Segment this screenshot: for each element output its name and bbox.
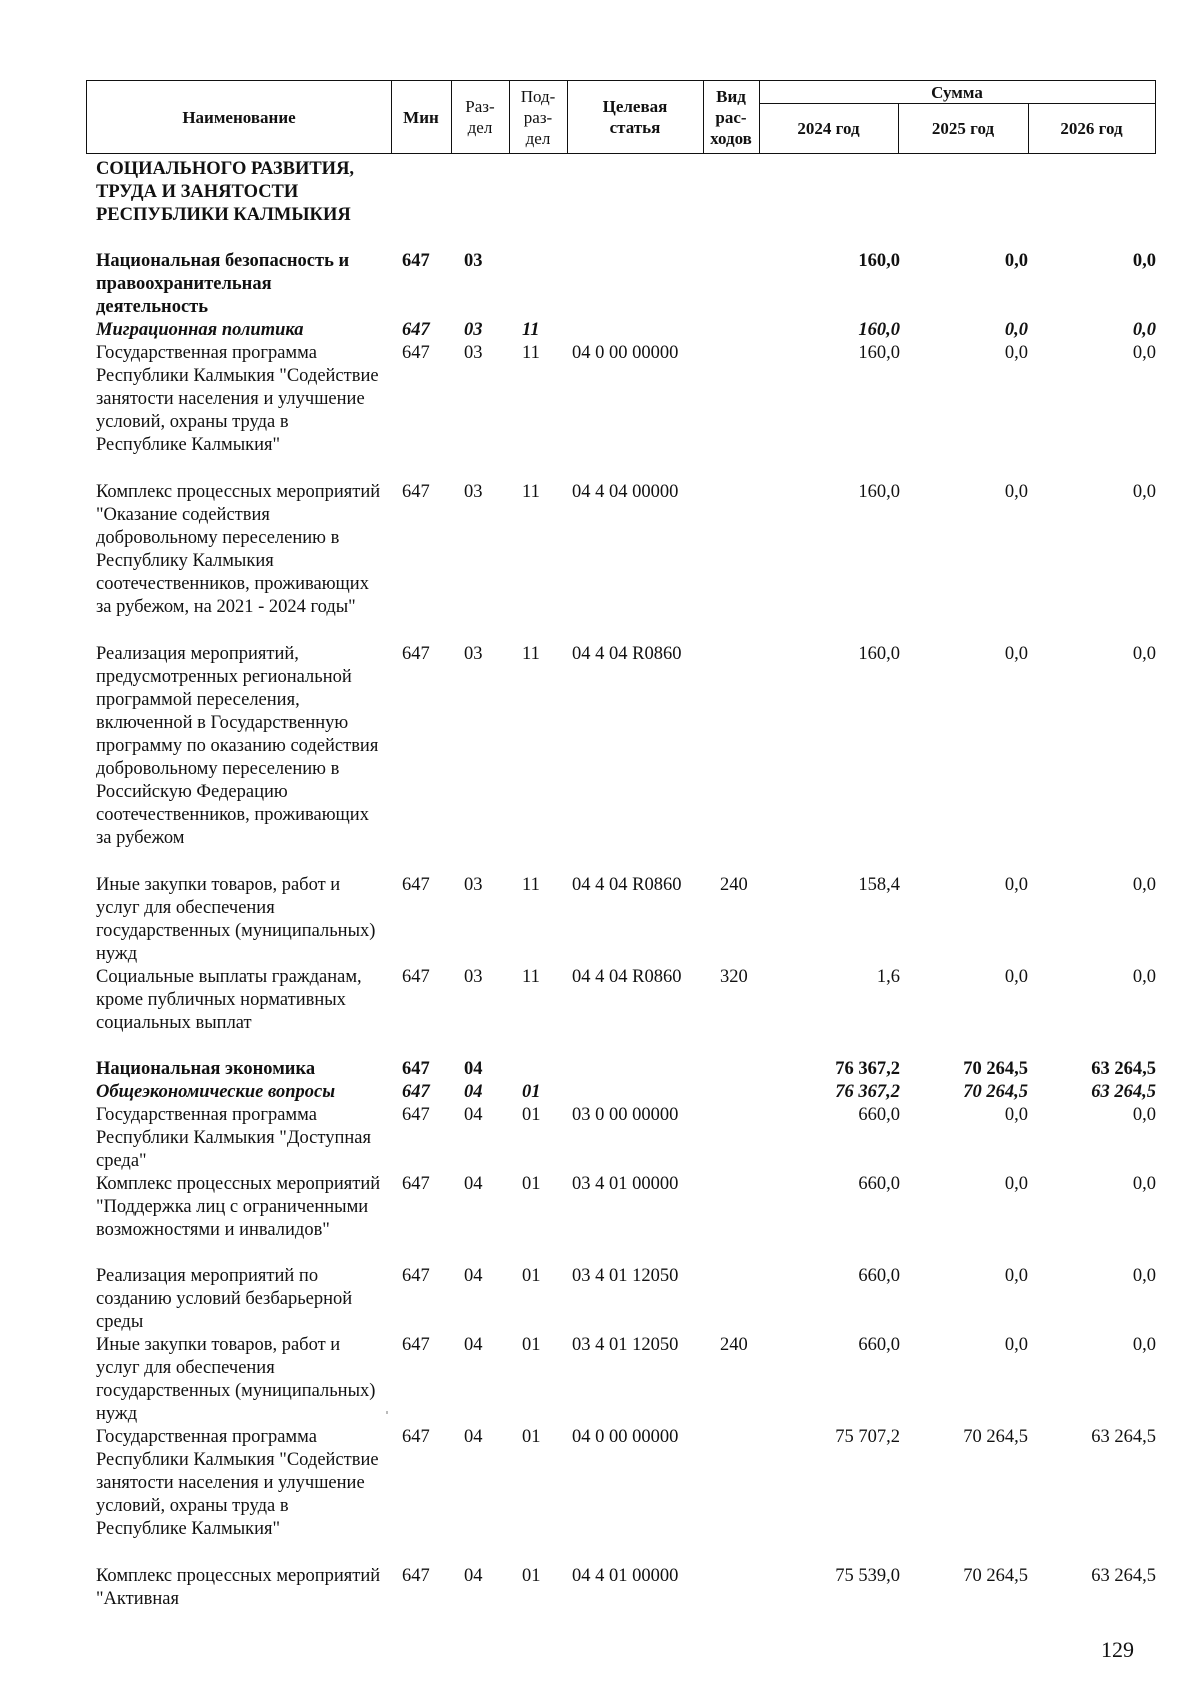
row-amount-2026: 63 264,5 [1091, 1566, 1156, 1586]
table-row [0, 481, 1200, 643]
row-subsection: 01 [522, 1082, 541, 1102]
table-row [0, 1426, 1200, 1565]
row-amount-2026: 0,0 [1132, 482, 1156, 502]
row-amount-2024: 75 539,0 [835, 1566, 900, 1586]
row-min: 647 [402, 1427, 430, 1447]
row-min: 647 [402, 875, 430, 895]
row-amount-2025: 70 264,5 [963, 1082, 1028, 1102]
row-amount-2026: 63 264,5 [1091, 1082, 1156, 1102]
row-amount-2025: 70 264,5 [963, 1059, 1028, 1079]
table-row [0, 1173, 1200, 1265]
table-body [0, 158, 1200, 1611]
row-min: 647 [402, 1566, 430, 1586]
row-amount-2026: 0,0 [1132, 251, 1156, 271]
row-name: Социальные выплаты гражданам, кроме публичных нормативных социальных выплат [96, 967, 362, 1033]
row-section: 04 [464, 1082, 483, 1102]
row-amount-2024: 1,6 [876, 967, 900, 987]
row-section: 03 [464, 251, 483, 271]
row-min: 647 [402, 343, 430, 363]
table-header [86, 80, 1156, 154]
row-amount-2024: 160,0 [858, 482, 900, 502]
row-subsection: 01 [522, 1566, 541, 1586]
row-amount-2024: 76 367,2 [835, 1059, 900, 1079]
row-amount-2024: 160,0 [858, 343, 900, 363]
row-expense-type: 320 [720, 967, 748, 987]
row-name: Иные закупки товаров, работ и услуг для обеспечения государственных (муниципальных) нужд [96, 875, 376, 964]
row-name: Государственная программа Республики Калмыкия "Доступная среда" [96, 1105, 371, 1171]
row-amount-2024: 160,0 [858, 644, 900, 664]
row-target-article: 04 4 01 00000 [572, 1566, 679, 1586]
row-section: 04 [464, 1174, 483, 1194]
row-amount-2025: 0,0 [1004, 875, 1028, 895]
row-subsection: 01 [522, 1335, 541, 1355]
row-target-article: 04 0 00 00000 [572, 1427, 679, 1447]
table-row [0, 1565, 1200, 1611]
row-target-article: 04 0 00 00000 [572, 343, 679, 363]
row-amount-2026: 0,0 [1132, 343, 1156, 363]
row-min: 647 [402, 1174, 430, 1194]
row-min: 647 [402, 1105, 430, 1125]
row-amount-2026: 0,0 [1132, 875, 1156, 895]
row-amount-2026: 63 264,5 [1091, 1059, 1156, 1079]
table-row [0, 1081, 1200, 1104]
table-row [0, 1265, 1200, 1334]
row-amount-2025: 0,0 [1004, 482, 1028, 502]
header-year-2025: 2025 год [931, 118, 995, 138]
header-year-2026: 2026 год [1060, 118, 1123, 138]
row-amount-2026: 0,0 [1132, 1335, 1156, 1355]
row-name: Комплекс процессных мероприятий "Оказание содействия добровольному переселению в Республику Калмыкия соотечественников, проживающих за рубежом, на 2021 - 2024 годы" [96, 482, 381, 617]
table-row [0, 1058, 1200, 1081]
row-target-article: 04 4 04 R0860 [572, 875, 682, 895]
row-min: 647 [402, 482, 430, 502]
table-row [0, 643, 1200, 874]
row-amount-2025: 0,0 [1004, 1105, 1028, 1125]
row-section: 03 [464, 482, 483, 502]
row-amount-2024: 660,0 [858, 1266, 900, 1286]
row-subsection: 11 [522, 644, 540, 664]
row-expense-type: 240 [720, 875, 748, 895]
row-subsection: 01 [522, 1105, 541, 1125]
row-expense-type: 240 [720, 1335, 748, 1355]
row-name: СОЦИАЛЬНОГО РАЗВИТИЯ, ТРУДА И ЗАНЯТОСТИ РЕСПУБЛИКИ КАЛМЫКИЯ [96, 159, 355, 225]
row-amount-2025: 0,0 [1004, 343, 1028, 363]
row-min: 647 [402, 1059, 430, 1079]
row-section: 03 [464, 644, 483, 664]
row-section: 03 [464, 875, 483, 895]
table-row [0, 158, 1200, 250]
row-section: 03 [464, 967, 483, 987]
row-name: Общеэкономические вопросы [96, 1082, 336, 1102]
row-subsection: 11 [522, 320, 540, 340]
row-target-article: 04 4 04 00000 [572, 482, 679, 502]
row-amount-2024: 660,0 [858, 1335, 900, 1355]
row-subsection: 11 [522, 875, 540, 895]
header-sum: Сумма [931, 82, 983, 102]
row-min: 647 [402, 320, 430, 340]
row-amount-2025: 70 264,5 [963, 1427, 1028, 1447]
header-subsection: Под- раз- дел [520, 86, 556, 148]
row-name: Комплекс процессных мероприятий "Поддержка лиц с ограниченными возможностями и инвалидов" [96, 1174, 381, 1240]
header-min: Мин [403, 107, 439, 127]
row-amount-2026: 0,0 [1132, 967, 1156, 987]
row-subsection: 11 [522, 967, 540, 987]
row-name: Государственная программа Республики Калмыкия "Содействие занятости населения и улучшение условий, охраны труда в Республике Калмыкия" [96, 343, 379, 455]
header-expense-type: Вид рас- ходов [710, 86, 752, 148]
row-amount-2025: 0,0 [1004, 1335, 1028, 1355]
row-section: 04 [464, 1105, 483, 1125]
row-amount-2026: 0,0 [1132, 320, 1156, 340]
row-amount-2024: 660,0 [858, 1174, 900, 1194]
row-amount-2025: 0,0 [1004, 1174, 1028, 1194]
row-name: Государственная программа Республики Калмыкия "Содействие занятости населения и улучшение условий, охраны труда в Республике Калмыкия" [96, 1427, 379, 1539]
page-number: 129 [1101, 1637, 1134, 1662]
row-target-article: 03 4 01 12050 [572, 1266, 679, 1286]
row-amount-2024: 158,4 [858, 875, 900, 895]
row-amount-2025: 0,0 [1004, 320, 1028, 340]
table-row [0, 1334, 1200, 1426]
scan-speck [386, 1411, 388, 1414]
row-section: 03 [464, 320, 483, 340]
row-subsection: 11 [522, 343, 540, 363]
row-amount-2025: 0,0 [1004, 251, 1028, 271]
table-row [0, 1104, 1200, 1173]
row-subsection: 01 [522, 1174, 541, 1194]
row-target-article: 03 0 00 00000 [572, 1105, 679, 1125]
row-name: Реализация мероприятий по созданию условий безбарьерной среды [96, 1266, 353, 1332]
row-subsection: 01 [522, 1266, 541, 1286]
row-amount-2026: 0,0 [1132, 644, 1156, 664]
row-name: Иные закупки товаров, работ и услуг для обеспечения государственных (муниципальных) нужд [96, 1335, 376, 1424]
row-amount-2025: 0,0 [1004, 644, 1028, 664]
row-min: 647 [402, 1266, 430, 1286]
table-row [0, 250, 1200, 319]
row-min: 647 [402, 644, 430, 664]
table-row [0, 342, 1200, 481]
row-name: Комплекс процессных мероприятий "Активная [96, 1566, 381, 1609]
row-section: 04 [464, 1335, 483, 1355]
row-target-article: 04 4 04 R0860 [572, 644, 682, 664]
row-amount-2025: 70 264,5 [963, 1566, 1028, 1586]
row-amount-2024: 160,0 [858, 320, 900, 340]
header-target-article: Целевая статья [602, 97, 668, 137]
row-subsection: 01 [522, 1427, 541, 1447]
row-section: 04 [464, 1566, 483, 1586]
row-amount-2024: 160,0 [858, 251, 900, 271]
row-amount-2026: 63 264,5 [1091, 1427, 1156, 1447]
row-amount-2025: 0,0 [1004, 1266, 1028, 1286]
header-section: Раз- дел [465, 97, 495, 137]
header-name: Наименование [182, 107, 296, 127]
row-name: Национальная безопасность и правоохранительная деятельность [96, 251, 350, 317]
row-section: 03 [464, 343, 483, 363]
row-name: Реализация мероприятий, предусмотренных региональной программой переселения, включенной в Государственную программу по оказанию содействия добровольному переселению в Российскую Федерацию соотечественников, проживающих за рубежом [96, 644, 379, 848]
row-min: 647 [402, 251, 430, 271]
table-row [0, 319, 1200, 342]
row-amount-2024: 75 707,2 [835, 1427, 900, 1447]
row-subsection: 11 [522, 482, 540, 502]
row-section: 04 [464, 1266, 483, 1286]
table-row [0, 874, 1200, 966]
row-amount-2024: 660,0 [858, 1105, 900, 1125]
row-section: 04 [464, 1427, 483, 1447]
row-section: 04 [464, 1059, 483, 1079]
row-amount-2026: 0,0 [1132, 1174, 1156, 1194]
row-amount-2026: 0,0 [1132, 1266, 1156, 1286]
row-name: Миграционная политика [96, 320, 304, 340]
row-amount-2025: 0,0 [1004, 967, 1028, 987]
table-row [0, 966, 1200, 1058]
row-amount-2024: 76 367,2 [835, 1082, 900, 1102]
row-min: 647 [402, 1082, 430, 1102]
header-year-2024: 2024 год [797, 118, 860, 138]
row-target-article: 03 4 01 12050 [572, 1335, 679, 1355]
row-amount-2026: 0,0 [1132, 1105, 1156, 1125]
row-min: 647 [402, 967, 430, 987]
row-min: 647 [402, 1335, 430, 1355]
row-target-article: 03 4 01 00000 [572, 1174, 679, 1194]
row-name: Национальная экономика [96, 1059, 316, 1079]
row-target-article: 04 4 04 R0860 [572, 967, 682, 987]
